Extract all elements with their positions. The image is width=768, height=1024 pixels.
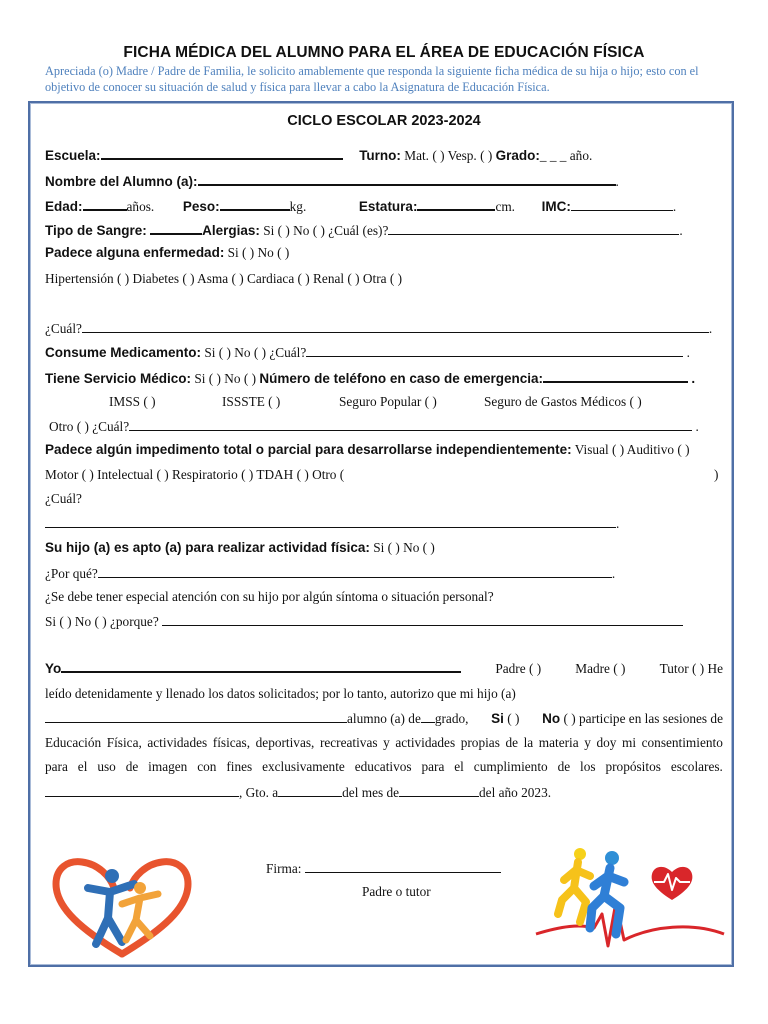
consent-si: Si <box>491 711 504 726</box>
consent-word: exclusivamente <box>262 759 345 774</box>
disease-options[interactable]: Si ( ) No ( ) <box>227 245 290 260</box>
consent-word: y <box>584 735 591 750</box>
consent-word: para <box>421 759 445 774</box>
option-tutor[interactable]: Tutor ( ) He <box>659 661 723 676</box>
consent-word: doy <box>596 735 617 750</box>
intro-text: Apreciada (o) Madre / Padre de Familia, le solicito amablemente que responda la siguiente ficha médica de su hija o hijo; esto con el objetivo de conocer su situación de salud y física para llevar a cabo la Asignatura de Educación Física. <box>45 64 699 94</box>
medical-service-label: Tiene Servicio Médico: <box>45 371 192 386</box>
impediment-options-a[interactable]: Visual ( ) Auditivo ( ) <box>574 442 690 457</box>
consent-word: de <box>557 759 571 774</box>
consent-word: los <box>580 759 596 774</box>
consent-line-4 <box>45 735 723 751</box>
consent-word: de <box>125 759 139 774</box>
row-fitness <box>45 540 435 556</box>
attention-field[interactable] <box>162 613 683 626</box>
consent-word: cumplimiento <box>473 759 548 774</box>
consent-word: materia <box>538 735 579 750</box>
disease-which-field[interactable] <box>82 320 709 333</box>
consent-si-box[interactable]: ( ) <box>507 711 520 726</box>
blood-type-label: Tipo de Sangre: <box>45 223 147 238</box>
medical-service-options[interactable]: Si ( ) No ( ) <box>194 371 257 386</box>
child-name-field[interactable] <box>45 710 347 723</box>
consent-word: la <box>523 735 534 750</box>
month-label: del mes de <box>342 785 400 800</box>
turno-label: Turno: <box>359 148 401 163</box>
consent-word: el <box>77 759 88 774</box>
consent-word: el <box>454 759 464 774</box>
estatura-unit: cm. <box>495 199 516 214</box>
consent-no-rest[interactable]: ( ) participe en las sesiones de <box>563 711 723 726</box>
escuela-field[interactable] <box>101 146 343 160</box>
edad-label: Edad: <box>45 199 83 214</box>
estatura-field[interactable] <box>417 197 495 211</box>
nombre-label: Nombre del Alumno (a): <box>45 174 198 189</box>
escuela-label: Escuela: <box>45 148 101 163</box>
consent-no: No <box>542 711 561 726</box>
row-disease-which: ¿Cuál? . <box>45 321 713 336</box>
consent-word: uso <box>97 759 116 774</box>
insurance-popular[interactable]: Seguro Popular ( ) <box>339 394 437 409</box>
consent-word: propias <box>460 735 500 750</box>
consent-word: actividades <box>395 735 456 750</box>
signature-field[interactable] <box>305 860 501 873</box>
insurance-other-label[interactable]: Otro ( ) ¿Cuál? <box>49 419 130 434</box>
consent-word: mi <box>622 735 637 750</box>
row-school <box>45 146 592 164</box>
row-disease <box>45 245 289 261</box>
impediment-options-b[interactable]: Motor ( ) Intelectual ( ) Respiratorio ( ) TDAH ( ) Otro ( <box>45 467 345 482</box>
consent-line-5 <box>45 759 723 775</box>
gto-label: , Gto. a <box>239 785 279 800</box>
fitness-why-label: ¿Por qué? <box>45 566 98 581</box>
row-name: Nombre del Alumno (a): . <box>45 174 619 189</box>
runners-heartbeat-logo <box>532 842 728 954</box>
yo-label: Yo <box>45 661 62 676</box>
consent-word: físicas, <box>212 735 251 750</box>
consent-word: educativos <box>354 759 412 774</box>
insurance-other-field[interactable] <box>129 418 692 431</box>
fitness-options[interactable]: Si ( ) No ( ) <box>373 540 435 555</box>
row-impediment-which: . <box>45 515 619 532</box>
parent-name-field[interactable] <box>61 659 461 673</box>
insurance-imss[interactable]: IMSS ( ) <box>109 394 156 409</box>
consent-word: deportivas, <box>255 735 315 750</box>
signature-row <box>266 860 501 877</box>
signature-role: Padre o tutor <box>362 884 431 899</box>
fitness-why-field[interactable] <box>98 565 612 578</box>
medication-field[interactable] <box>306 344 683 357</box>
option-padre[interactable]: Padre ( ) <box>495 661 542 676</box>
grado-suffix: año. <box>569 148 593 163</box>
row-medical-service: Tiene Servicio Médico: Si ( ) No ( ) Número de teléfono en caso de emergencia: . <box>45 371 696 386</box>
imc-label: IMC: <box>541 199 571 214</box>
insurance-issste[interactable]: ISSSTE ( ) <box>222 394 281 409</box>
row-fitness-why: ¿Por qué? . <box>45 566 616 581</box>
imc-field[interactable] <box>571 198 673 211</box>
grado-field[interactable]: _ _ _ <box>539 148 567 163</box>
grado-label: Grado: <box>495 148 540 163</box>
grade-field[interactable] <box>421 710 435 723</box>
medication-options[interactable]: Si ( ) No ( ) ¿Cuál? <box>204 345 307 360</box>
medication-label: Consume Medicamento: <box>45 345 202 360</box>
attention-options[interactable]: Si ( ) No ( ) ¿porque? <box>45 614 159 629</box>
disease-label: Padece alguna enfermedad: <box>45 245 225 260</box>
insurance-gastos[interactable]: Seguro de Gastos Médicos ( ) <box>484 394 642 409</box>
alumno-label: alumno (a) de <box>347 711 421 726</box>
grado-word: grado, <box>434 711 469 726</box>
consent-word: actividades <box>147 735 208 750</box>
heart-figures-logo <box>52 858 192 958</box>
impediment-which-label: ¿Cuál? <box>45 491 82 506</box>
school-cycle: CICLO ESCOLAR 2023-2024 <box>287 113 481 129</box>
consent-word: de <box>505 735 519 750</box>
year-label: del año 2023. <box>479 785 552 800</box>
consent-word: para <box>45 759 68 774</box>
option-madre[interactable]: Madre ( ) <box>575 661 626 676</box>
consent-word: Física, <box>106 735 142 750</box>
emergency-phone-label: Número de teléfono en caso de emergencia: <box>259 371 543 386</box>
alergias-label: Alergias: <box>202 223 260 238</box>
place-field[interactable] <box>45 784 239 797</box>
consent-word: imagen <box>148 759 188 774</box>
consent-word: propósitos <box>605 759 661 774</box>
estatura-label: Estatura: <box>358 199 418 214</box>
firma-label: Firma: <box>266 861 302 876</box>
row-attention <box>45 613 683 630</box>
nombre-field[interactable] <box>198 172 616 186</box>
peso-field[interactable] <box>220 197 290 211</box>
consent-word: con <box>197 759 217 774</box>
row-impediment <box>45 442 690 458</box>
blood-type-field[interactable] <box>150 221 202 235</box>
impediment-close: ) <box>714 467 719 482</box>
emergency-phone-field[interactable] <box>543 369 688 383</box>
consent-line-3 <box>45 710 723 727</box>
consent-word: Educación <box>45 735 102 750</box>
turno-options[interactable]: Mat. ( ) Vesp. ( ) <box>404 148 493 163</box>
form-title: FICHA MÉDICA DEL ALUMNO PARA EL ÁREA DE EDUCACIÓN FÍSICA <box>123 44 645 61</box>
edad-field[interactable] <box>83 197 127 211</box>
consent-line-2: leído detenidamente y llenado los datos solicitados; por lo tanto, autorizo que mi hijo (a) <box>45 686 516 701</box>
fitness-label: Su hijo (a) es apto (a) para realizar actividad física: <box>45 540 370 555</box>
consent-line-1 <box>45 659 723 677</box>
row-medication: Consume Medicamento: Si ( ) No ( ) ¿Cuál? . <box>45 345 690 360</box>
consent-word: y <box>383 735 390 750</box>
row-blood: Tipo de Sangre: Alergias: Si ( ) No ( ) ¿Cuál (es)? . <box>45 223 683 238</box>
row-insurance-other: Otro ( ) ¿Cuál? . <box>49 419 699 434</box>
attention-label: ¿Se debe tener especial atención con su hijo por algún síntoma o situación personal? <box>45 589 494 604</box>
day-field[interactable] <box>278 784 342 797</box>
edad-unit: años. <box>126 199 155 214</box>
month-field[interactable] <box>399 784 479 797</box>
peso-unit: kg. <box>289 199 307 214</box>
impediment-label: Padece algún impedimento total o parcial para desarrollarse independientemente: <box>45 442 572 457</box>
alergias-options[interactable]: Si ( ) No ( ) ¿Cuál (es)? <box>263 223 389 238</box>
impediment-which-field[interactable] <box>45 515 616 528</box>
alergias-field[interactable] <box>388 222 679 235</box>
consent-line-6 <box>45 784 551 801</box>
disease-which-label: ¿Cuál? <box>45 321 82 336</box>
consent-word: fines <box>226 759 253 774</box>
row-measures: Edad: años. Peso: kg. Estatura: cm. IMC: . <box>45 199 677 214</box>
consent-word: consentimiento <box>641 735 723 750</box>
consent-word: recreativas <box>319 735 378 750</box>
consent-word: escolares. <box>670 759 723 774</box>
disease-list[interactable]: Hipertensión ( ) Diabetes ( ) Asma ( ) Cardiaca ( ) Renal ( ) Otra ( ) <box>45 271 403 286</box>
peso-label: Peso: <box>182 199 220 214</box>
